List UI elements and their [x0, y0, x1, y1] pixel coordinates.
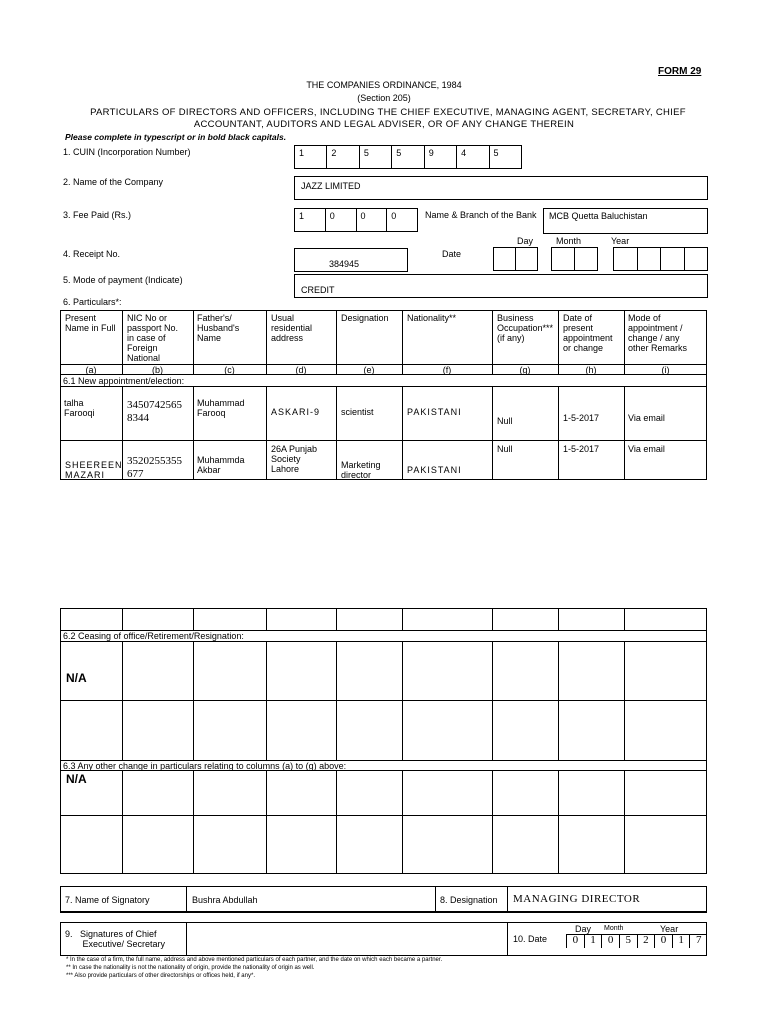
col-header-f: Nationality**: [407, 313, 457, 323]
cuin-digit: 9: [425, 146, 457, 168]
row2-address: 26A Punjab Society Lahore: [271, 444, 318, 474]
row1-nic: 3450742565 8344: [127, 399, 182, 424]
cuin-digit-boxes[interactable]: [294, 145, 522, 169]
row2-father: Muhammda Akbar: [197, 455, 245, 475]
date-digit: 5: [619, 934, 637, 948]
row2-date: 1-5-2017: [563, 444, 600, 454]
receipt-value: 384945: [329, 259, 360, 269]
signatory-name-label: 7. Name of Signatory: [65, 895, 150, 905]
instructions: Please complete in typescript or in bold black capitals.: [65, 132, 287, 142]
col-header-b: NIC No or passport No. in case of Foreign National: [127, 313, 179, 363]
cuin-digit: 5: [493, 148, 499, 158]
col-header-a: Present Name in Full: [65, 313, 116, 333]
col-header-e: Designation: [341, 313, 389, 323]
cuin-label: 1. CUIN (Incorporation Number): [63, 147, 191, 157]
row2-name: SHEEREEN MAZARI: [65, 460, 123, 480]
row2-nic: 3520255355 677: [127, 455, 182, 480]
form-heading-1: PARTICULARS OF DIRECTORS AND OFFICERS, INCLUDING THE CHIEF EXECUTIVE, MANAGING AGENT, SECRETARY, CHIEF: [90, 107, 686, 118]
row1-father: Muhammad Farooq: [197, 398, 245, 418]
row2-designation: Marketing director: [341, 460, 381, 480]
date-digit: 1: [584, 934, 602, 948]
footnote-3: *** Also provide particulars of other directorships or offices held, if any*.: [66, 973, 255, 979]
company-name-value: JAZZ LIMITED: [301, 181, 361, 191]
month-header: Month: [556, 236, 582, 246]
day-header: Day: [517, 236, 534, 246]
receipt-day-boxes[interactable]: [493, 247, 538, 271]
receipt-field[interactable]: [294, 248, 408, 272]
row1-name: talha Farooqi: [64, 398, 95, 418]
company-name-label: 2. Name of the Company: [63, 177, 164, 187]
row2-nationality: PAKISTANI: [407, 465, 462, 475]
row1-mode: Via email: [628, 413, 665, 423]
year-header: Year: [611, 236, 630, 246]
row1-nationality: PAKISTANI: [407, 407, 462, 417]
form-number: FORM 29: [658, 66, 702, 77]
bank-field[interactable]: [543, 208, 708, 234]
col-letter: (i): [661, 365, 670, 375]
fee-paid-label: 3. Fee Paid (Rs.): [63, 210, 132, 220]
payment-mode-label: 5. Mode of payment (Indicate): [63, 275, 183, 285]
fee-digit: 0: [391, 211, 397, 221]
row1-date: 1-5-2017: [563, 413, 600, 423]
fee-digit: 0: [357, 209, 388, 231]
section-ref: (Section 205): [357, 93, 411, 103]
col-letter: (d): [295, 365, 307, 375]
changes-table: [60, 608, 707, 874]
date-month-header: Month: [604, 925, 624, 932]
col-header-h: Date of present appointment or change: [563, 313, 613, 353]
date-digit: 0: [566, 934, 584, 948]
col-header-i: Mode of appointment / change / any other Remarks: [628, 313, 688, 353]
fee-digit: 0: [326, 209, 357, 231]
cuin-digit: 1: [295, 146, 327, 168]
signature-label: 9. Signatures of Chief Executive/ Secretary: [65, 929, 166, 949]
col-letter: (b): [152, 365, 163, 375]
payment-mode-value: CREDIT: [301, 285, 335, 295]
signature-date-digits[interactable]: [566, 934, 707, 948]
receipt-month-boxes[interactable]: [551, 247, 598, 271]
other-change-heading: 6.3 Any other change in particulars relating to columns (a) to (g) above:: [63, 761, 347, 771]
ordinance-title: THE COMPANIES ORDINANCE, 1984: [306, 80, 462, 90]
bank-value: MCB Quetta Baluchistan: [549, 211, 648, 221]
date-day-header: Day: [575, 924, 592, 934]
other-change-value: N/A: [66, 772, 87, 786]
cuin-digit: 5: [360, 146, 392, 168]
new-appointment-heading: 6.1 New appointment/election:: [63, 376, 185, 386]
receipt-date-label: Date: [442, 249, 462, 259]
footnote-2: ** In case the nationality is not the nationality of origin, provide the nationality of origin as well.: [66, 965, 315, 971]
row2-occupation: Null: [497, 444, 513, 454]
cuin-digit: 2: [327, 146, 359, 168]
date-year-header: Year: [660, 924, 679, 934]
row1-designation: scientist: [341, 407, 374, 417]
designation-label: 8. Designation: [440, 895, 498, 905]
col-letter: (f): [442, 365, 452, 375]
ceasing-value: N/A: [66, 671, 87, 685]
col-letter: (e): [363, 365, 375, 375]
col-header-c: Father's/ Husband's Name: [197, 313, 240, 343]
row2-mode: Via email: [628, 444, 665, 454]
particulars-label: 6. Particulars*:: [63, 297, 122, 307]
col-letter: (g): [519, 365, 531, 375]
receipt-label: 4. Receipt No.: [63, 249, 121, 259]
row1-occupation: Null: [497, 416, 513, 426]
col-header-d: Usual residential address: [271, 313, 313, 343]
col-header-g: Business Occupation*** (if any): [497, 313, 554, 343]
signatory-name-value: Bushra Abdullah: [192, 895, 258, 905]
footnote-1: * In the case of a firm, the full name, address and above mentioned particulars of each partner, and the date on which each became a partner.: [66, 957, 443, 963]
form-heading-2: ACCOUNTANT, AUDITORS AND LEGAL ADVISER, OR OF ANY CHANGE THEREIN: [193, 119, 575, 130]
designation-value: MANAGING DIRECTOR: [513, 893, 641, 905]
date-digit: 2: [637, 934, 655, 948]
cuin-digit: 5: [392, 146, 424, 168]
col-letter: (a): [85, 365, 97, 375]
bank-label: Name & Branch of the Bank: [425, 210, 537, 220]
cuin-digit: 4: [457, 146, 489, 168]
col-letter: (c): [224, 365, 235, 375]
receipt-year-boxes[interactable]: [613, 247, 708, 271]
col-letter: (h): [585, 365, 597, 375]
date-label: 10. Date: [513, 934, 548, 944]
date-digit: 0: [601, 934, 619, 948]
row1-address: ASKARI-9: [271, 407, 321, 417]
fee-digit-boxes[interactable]: [294, 208, 418, 232]
company-name-field[interactable]: [294, 176, 708, 200]
payment-mode-field[interactable]: [294, 274, 708, 298]
date-digit: 1: [672, 934, 690, 948]
date-digit: 0: [654, 934, 672, 948]
fee-digit: 1: [295, 209, 326, 231]
ceasing-heading: 6.2 Ceasing of office/Retirement/Resignation:: [63, 631, 244, 641]
date-digit: 7: [689, 934, 707, 948]
